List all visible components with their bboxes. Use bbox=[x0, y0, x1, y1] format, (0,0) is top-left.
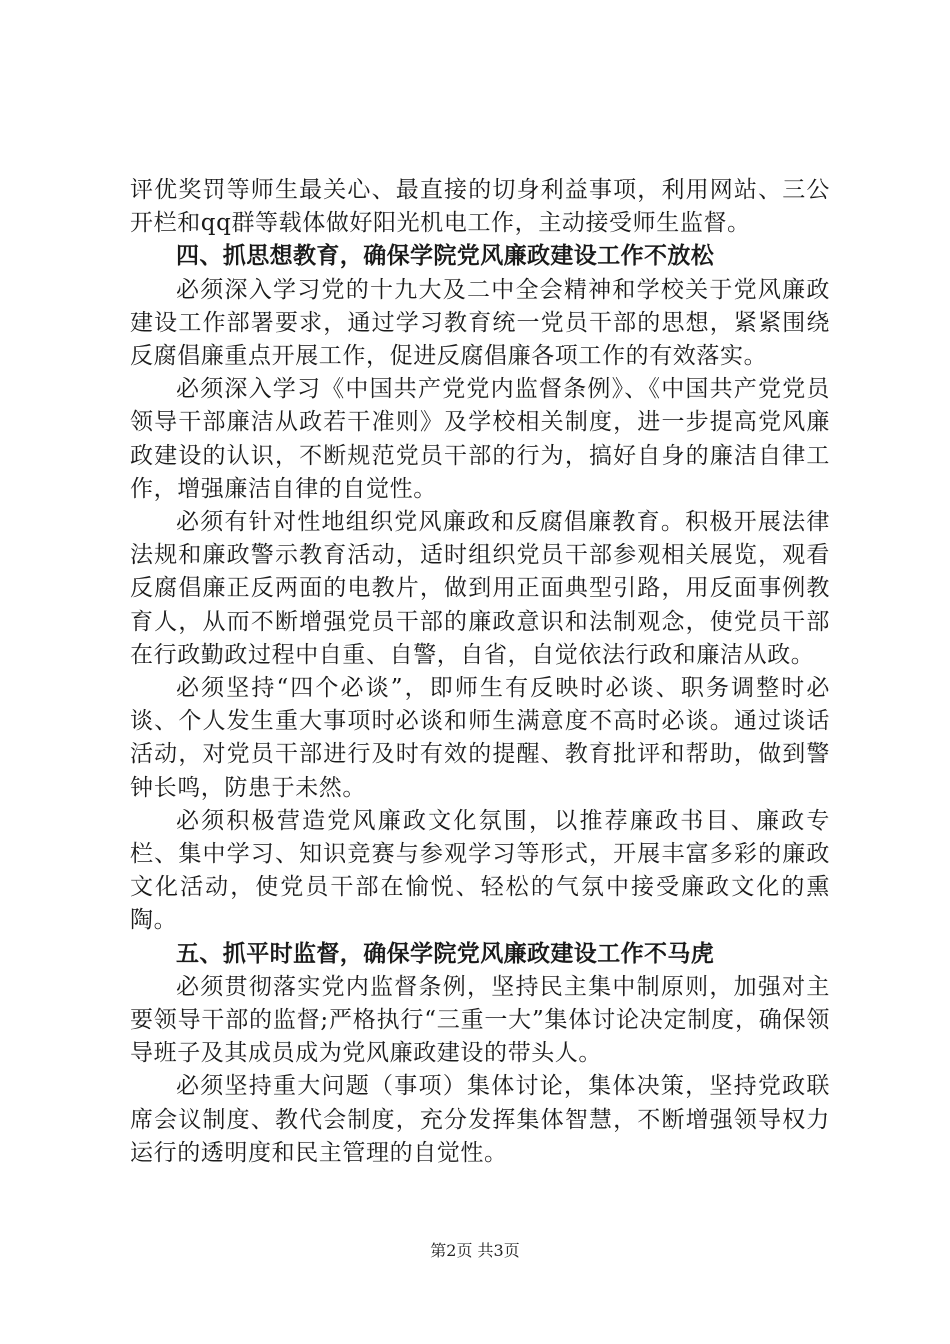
paragraph: 必须深入学习党的十九大及二中全会精神和学校关于党风廉政建设工作部署要求，通过学习教育统一党员干部的思想，紧紧围绕反腐倡廉重点开展工作，促进反腐倡廉各项工作的有效落实。 bbox=[130, 276, 830, 370]
paragraph-continuation: 评优奖罚等师生最关心、最直接的切身利益事项，利用网站、三公开栏和qq群等载体做好阳光机电工作，主动接受师生监督。 bbox=[130, 177, 830, 237]
paragraph: 必须坚持“四个必谈”，即师生有反映时必谈、职务调整时必谈、个人发生重大事项时必谈和师生满意度不高时必谈。通过谈话活动，对党员干部进行及时有效的提醒、教育批评和帮助，做到警钟长鸣，防患于未然。 bbox=[130, 675, 830, 801]
section-heading-5: 五、抓平时监督，确保学院党风廉政建设工作不马虎 bbox=[176, 940, 715, 967]
paragraph: 必须深入学习《中国共产党党内监督条例》、《中国共产党党员领导干部廉洁从政若干准则》及学校相关制度，进一步提高党风廉政建设的认识，不断规范党员干部的行为，搞好自身的廉洁自律工作，增强廉洁自律的自觉性。 bbox=[130, 376, 830, 502]
document-body bbox=[130, 174, 830, 1170]
section-heading-4: 四、抓思想教育，确保学院党风廉政建设工作不放松 bbox=[176, 243, 715, 270]
paragraph: 必须积极营造党风廉政文化氛围，以推荐廉政书目、廉政专栏、集中学习、知识竞赛与参观学习等形式，开展丰富多彩的廉政文化活动，使党员干部在愉悦、轻松的气氛中接受廉政文化的熏陶。 bbox=[130, 807, 830, 934]
page-number-label: 第2页 共3页 bbox=[430, 1241, 520, 1260]
paragraph: 必须有针对性地组织党风廉政和反腐倡廉教育。积极开展法律法规和廉政警示教育活动，适时组织党员干部参观相关展览，观看反腐倡廉正反两面的电教片，做到用正面典型引路，用反面事例教育人，从而不断增强党员干部的廉政意识和法制观念，使党员干部在行政勤政过程中自重、自警，自省，自觉依法行政和廉洁从政。 bbox=[130, 509, 830, 668]
page-footer bbox=[0, 1241, 950, 1261]
paragraph: 必须贯彻落实党内监督条例，坚持民主集中制原则，加强对主要领导干部的监督;严格执行“三重一大”集体讨论决定制度，确保领导班子及其成员成为党风廉政建设的带头人。 bbox=[130, 973, 830, 1067]
paragraph: 必须坚持重大问题（事项）集体讨论，集体决策，坚持党政联席会议制度、教代会制度，充分发挥集体智慧，不断增强领导权力运行的透明度和民主管理的自觉性。 bbox=[130, 1073, 830, 1166]
